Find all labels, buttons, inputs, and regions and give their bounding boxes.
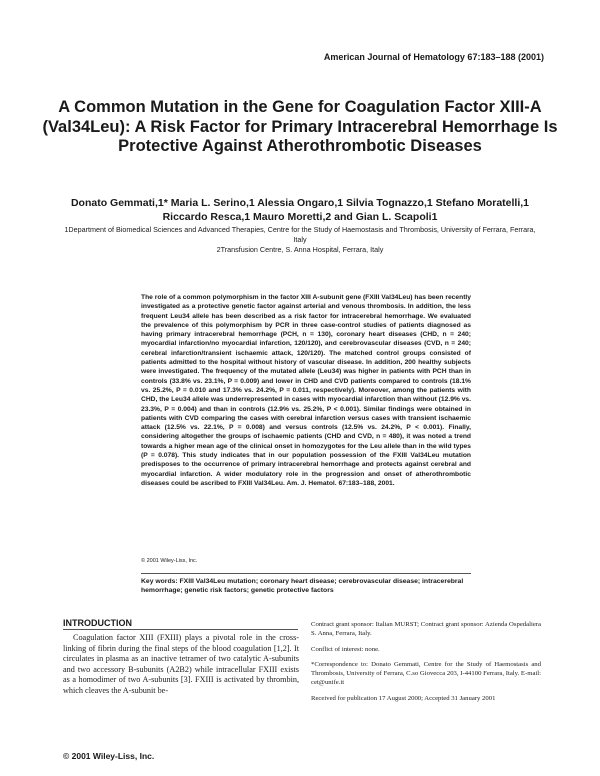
author-list <box>40 196 560 224</box>
author-line: Donato Gemmati,1* Maria L. Serino,1 Alessia Ongaro,1 Silvia Tognazzo,1 Stefano Moratelli,1 <box>70 197 530 209</box>
correspondence-note: *Correspondence to: Donato Gemmati, Centre for the Study of Haemostasis and Thrombosis, University of Ferrara, C.so Giovecca 203, I-44100 Ferrara, Italy. E-mail: cet@unife.it <box>311 660 541 687</box>
affiliations <box>60 225 540 254</box>
author-line: Riccardo Resca,1 Mauro Moretti,2 and Gian L. Scapoli1 <box>162 211 438 223</box>
keywords: Key words: FXIII Val34Leu mutation; coronary heart disease; cerebrovascular disease; intracerebral hemorrhage; genetic risk factors; genetic protective factors <box>141 573 471 596</box>
page-footer: © 2001 Wiley-Liss, Inc. <box>63 751 155 761</box>
grant-note: Contract grant sponsor: Italian MURST; Contract grant sponsor: Azienda Ospedaliera S. Anna, Ferrara, Italy. <box>311 621 541 638</box>
footnotes <box>311 620 541 709</box>
section-divider <box>63 629 298 630</box>
abstract-copyright: © 2001 Wiley-Liss, Inc. <box>141 558 198 564</box>
journal-citation: American Journal of Hematology 67:183–188 (2001) <box>323 52 544 62</box>
affiliation: 2Transfusion Centre, S. Anna Hospital, Ferrara, Italy <box>216 244 384 254</box>
received-note: Received for publication 17 August 2000; Accepted 31 January 2001 <box>311 694 496 702</box>
conflict-note: Conflict of interest: none. <box>311 645 380 653</box>
introduction-text <box>63 633 299 697</box>
paragraph: Coagulation factor XIII (FXIII) plays a pivotal role in the cross-linking of fibrin during the final steps of the blood coagulation [1,2]. It circulates in plasma as an inactive tetramer of two catalytic A-subunits and two accessory B-subunits (A2B2) while intracellular FXIII exists as a homodimer of two A-subunits [3]. FXIII is activated by thrombin, which cleaves the A-subunit be- <box>63 633 299 695</box>
section-heading: INTRODUCTION <box>63 618 132 628</box>
affiliation: 1Department of Biomedical Sciences and Advanced Therapies, Centre for the Study of Haemostasis and Thrombosis, University of Ferrara, Ferrara, Italy <box>64 225 536 244</box>
abstract: The role of a common polymorphism in the factor XIII A-subunit gene (FXIII Val34Leu) has been recently investigated as a protective genetic factor against arterial and venous thrombosis. In addition, the less frequent Leu34 allele has been described as a risk factor for intracerebral hemorrhage. We evaluated the prevalence of this polymorphism by PCR in three case-control studies of patients diagnosed as having primary intracerebral hemorrhage (PCH, n = 130), coronary heart diseases (CHD, n = 240; myocardial infarction/no myocardial infarction, 120/120), and cerebrovascular diseases (CVD, n = 240; cerebral infarction/transient ischaemic attack, 120/120). The matched control groups consisted of patients admitted to the hospital without history of vascular disease. In addition, 200 healthy subjects were investigated. The frequency of the mutated allele (Leu34) was higher in patients with PCH than in controls (33.8% vs. 23.1%, P = 0.009) and lower in CHD and CVD patients compared to controls (18.1% vs. 25.2%, P = 0.010 and 17.3% vs. 24.2%, P = 0.011, respectively). Moreover, among the patients with CHD, the Leu34 allele was underrepresented in cases with myocardial infarction than without (12.9% vs. 23.3%, P = 0.004) and than in controls (12.9% vs. 25.2%, P < 0.001). Similar findings were obtained in patients with CVD comparing the cases with cerebral infarction versus cases with transient ischaemic attack (12.5% vs. 22.1%, P = 0.008) and versus controls (12.5% vs. 24.2%, P < 0.001). Finally, considering altogether the groups of ischaemic patients (CHD and CVD, n = 480), it was noted a trend towards a higher mean age of the clinical onset in homozygotes for the Leu allele than in the wild types (P = 0.078). This study indicates that in our population possession of the FXIII Val34Leu mutation predisposes to the occurrence of primary intracerebral hemorrhage and protects against cerebral and myocardial infarction. A wider modulatory role in the progression and onset of atherothrombotic diseases could be ascribed to FXIII Val34Leu. Am. J. Hematol. 67:183–188, 2001. <box>141 294 472 487</box>
article-title: A Common Mutation in the Gene for Coagulation Factor XIII-A (Val34Leu): A Risk Factor for Primary Intracerebral Hemorrhage Is Protective Against Atherothrombotic Diseases <box>42 98 558 155</box>
